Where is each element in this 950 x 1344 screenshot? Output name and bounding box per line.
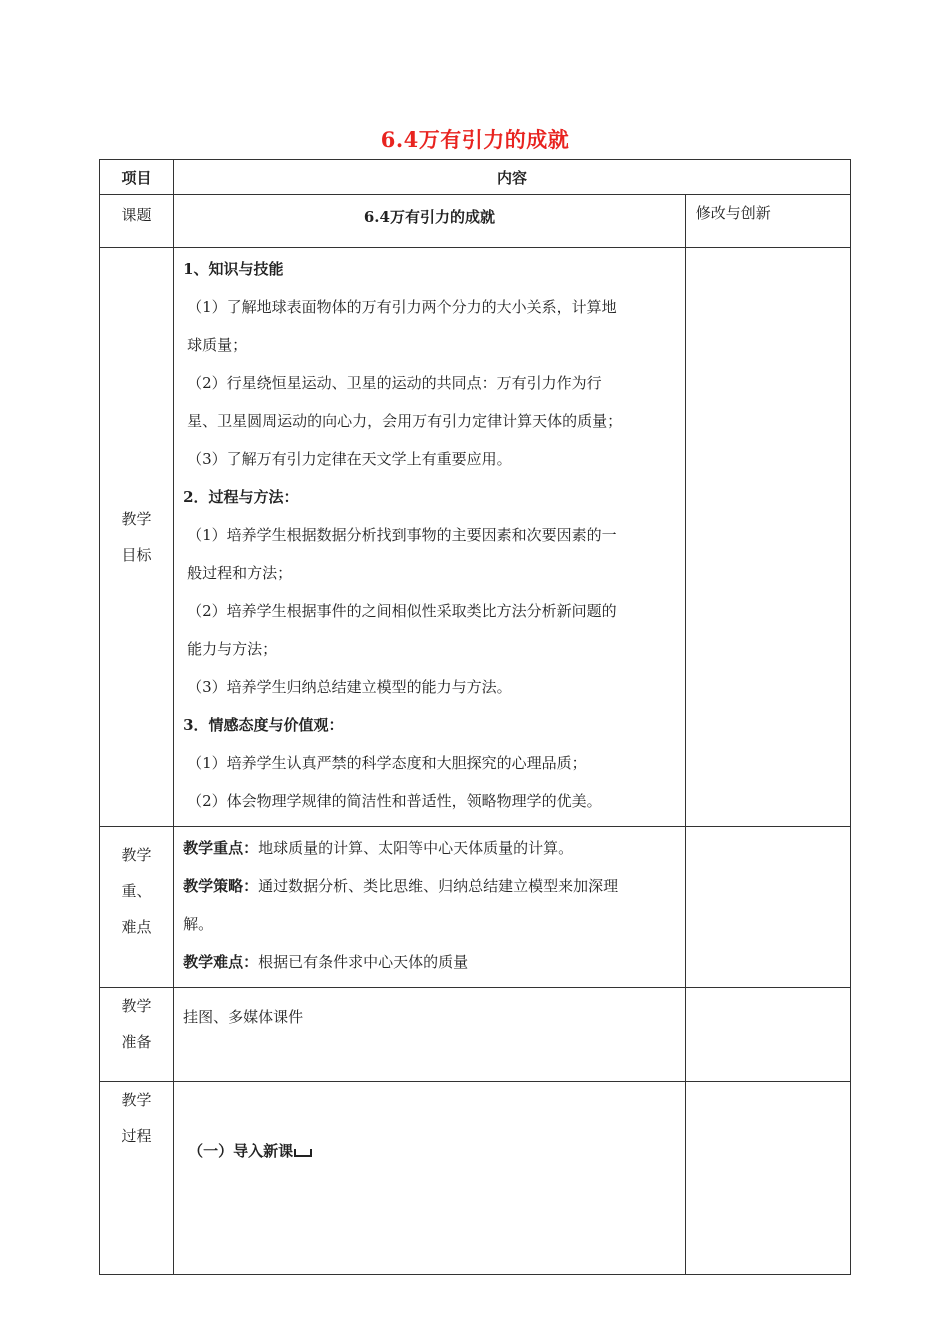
difficulty-text: 根据已有条件求中心天体的质量 [258,953,469,971]
strategy-text-cont: 解。 [183,915,214,933]
lesson-plan-table [99,159,851,1275]
cursor-mark-icon [294,1149,312,1157]
list-item: （1）了解地球表面物体的万有引力两个分力的大小关系，计算地 [187,298,617,316]
process-content [174,1082,686,1275]
page-title: 6.4万有引力的成就 [380,127,570,152]
keys-label: 教学 重、 难点 [100,827,174,988]
revision-column-label: 修改与创新 [685,195,850,248]
goals-content [174,248,686,827]
topic-row [100,195,851,248]
prep-row [100,988,851,1082]
topic-label: 课题 [100,195,174,248]
list-item: 星、卫星圆周运动的向心力，会用万有引力定律计算天体的质量； [187,412,623,430]
section-heading: 3．情感态度与价值观： [183,716,344,734]
section-heading: 2．过程与方法： [183,488,299,506]
list-item: （1）培养学生根据数据分析找到事物的主要因素和次要因素的一 [187,526,617,544]
prep-notes-cell [685,988,850,1082]
process-row [100,1082,851,1275]
header-row [100,160,851,195]
list-item: （2）培养学生根据事件的之间相似性采取类比方法分析新问题的 [187,602,617,620]
list-item: 能力与方法； [187,640,278,658]
keys-row [100,827,851,988]
goals-notes-cell [685,248,850,827]
process-notes-cell [685,1082,850,1275]
list-item: （1）培养学生认真严禁的科学态度和大胆探究的心理品质； [187,754,587,772]
prep-content: 挂图、多媒体课件 [174,988,686,1082]
process-label: 教学 过程 [100,1082,174,1275]
section-heading: 1、知识与技能 [183,260,284,278]
list-item: （2）行星绕恒星运动、卫星的运动的共同点：万有引力作为行 [187,374,602,392]
process-step-title: （一）导入新课 [188,1142,294,1160]
header-content: 内容 [174,160,851,195]
goals-row [100,248,851,827]
focus-label: 教学重点： [183,839,259,857]
list-item: 球质量； [187,336,248,354]
difficulty-label: 教学难点： [183,953,259,971]
list-item: （3）培养学生归纳总结建立模型的能力与方法。 [187,678,512,696]
list-item: 般过程和方法； [187,564,293,582]
header-item: 项目 [100,160,174,195]
topic-value: 6.4万有引力的成就 [174,195,686,248]
strategy-text: 通过数据分析、类比思维、归纳总结建立模型来加深理 [258,877,619,895]
prep-label: 教学 准备 [100,988,174,1082]
goals-label: 教学 目标 [100,248,174,827]
strategy-label: 教学策略： [183,877,259,895]
keys-notes-cell [685,827,850,988]
list-item: （2）体会物理学规律的简洁性和普适性，领略物理学的优美。 [187,792,602,810]
list-item: （3）了解万有引力定律在天文学上有重要应用。 [187,450,512,468]
keys-content [174,827,686,988]
focus-text: 地球质量的计算、太阳等中心天体质量的计算。 [258,839,574,857]
